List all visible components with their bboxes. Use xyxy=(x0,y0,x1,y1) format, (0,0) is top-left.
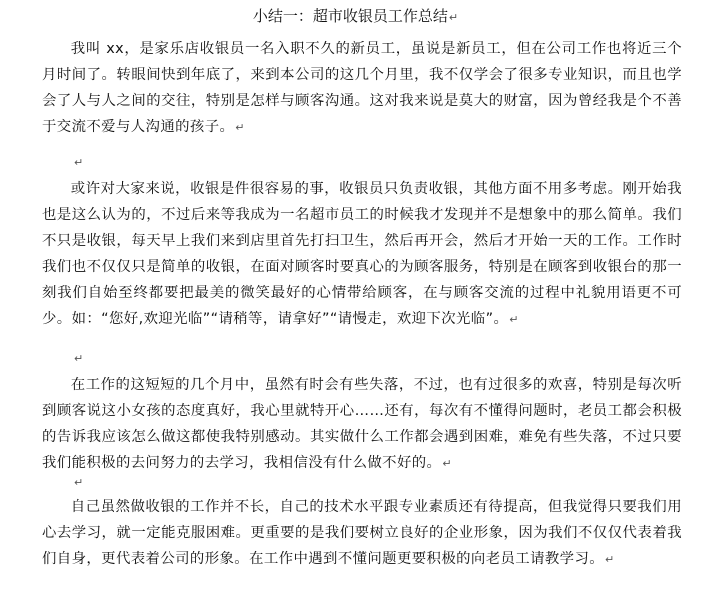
paragraph-2 xyxy=(42,176,682,333)
paragraph-1-text: 我叫 xx，是家乐店收银员一名入职不久的新员工，虽说是新员工，但在公司工作也将近三个月时间了。转眼间快到年底了，来到本公司的这几个月里，我不仅学会了很多专业知识，而且也学会了人与人之间的交往，特别是怎样与顾客沟通。这对我来说是莫大的财富，因为曾经我是个不善于交流不爱与人沟通的孩子。 xyxy=(42,41,682,135)
paragraph-4 xyxy=(42,494,682,573)
paragraph-4-text: 自己虽然做收银的工作并不长，自己的技术水平跟专业素质还有待提高，但我觉得只要我们用心去学习，就一定能克服困难。更重要的是我们要树立良好的企业形象，因为我们不仅仅代表着我们自身，更代表着公司的形象。在工作中遇到不懂问题更要积极的向老员工请教学习。 xyxy=(42,499,682,567)
paragraph-2-text: 或许对大家来说，收银是件很容易的事，收银员只负责收银，其他方面不用多考虑。刚开始我也是这么认为的，不过后来等我成为一名超市员工的时候我才发现并不是想象中的那么简单。我们不只是收银，每天早上我们来到店里首先打扫卫生，然后再开会，然后才开始一天的工作。工作时我们也不仅仅只是简单的收银，在面对顾客时要真心的为顾客服务，特别是在顾客到收银台的那一刻我们自始至终都要把最美的微笑最好的心情带给顾客，在与顾客交流的过程中礼貌用语更不可少。如：“您好,欢迎光临”“请稍等，请拿好”“请慢走，欢迎下次光临”。 xyxy=(42,181,682,327)
document-title: 小结一：超市收银员工作总结 xyxy=(252,7,448,25)
document-title-line xyxy=(0,6,711,28)
paragraph-mark-icon: ↵ xyxy=(74,156,84,169)
paragraph-mark-icon: ↵ xyxy=(235,121,245,134)
paragraph-mark-icon: ↵ xyxy=(448,11,459,24)
paragraph-1 xyxy=(42,36,682,141)
paragraph-mark-icon: ↵ xyxy=(74,476,84,489)
paragraph-mark-icon: ↵ xyxy=(509,313,519,326)
paragraph-mark-icon: ↵ xyxy=(605,553,615,566)
paragraph-mark-icon: ↵ xyxy=(442,457,452,470)
paragraph-3-text: 在工作的这短短的几个月中，虽然有时会有些失落，不过，也有过很多的欢喜，特别是每次听到顾客说这小女孩的态度真好，我心里就特开心……还有，每次有不懂得问题时，老员工都会积极的告诉我应该怎么做这都使我特别感动。其实做什么工作都会遇到困难，难免有些失落，不过只要我们能积极的去问努力的去学习，我相信没有什么做不好的。 xyxy=(42,377,682,471)
paragraph-3 xyxy=(42,372,682,477)
paragraph-mark-icon: ↵ xyxy=(74,352,84,365)
